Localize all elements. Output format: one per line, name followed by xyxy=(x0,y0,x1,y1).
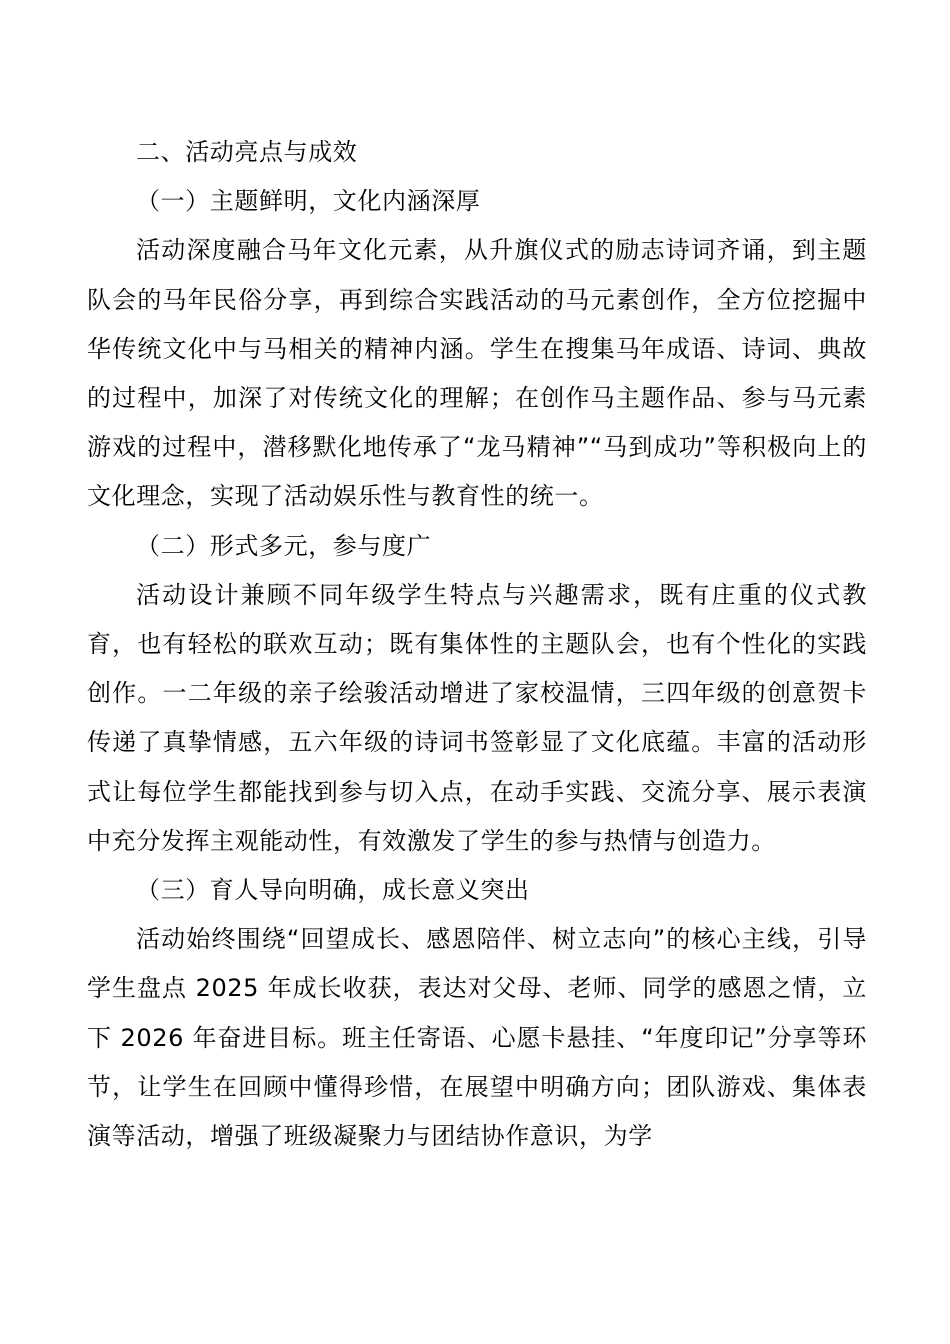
document-body xyxy=(87,128,867,1161)
subsection-paragraph-3: 活动始终围绕“回望成长、感恩陪伴、树立志向”的核心主线，引导学生盘点 2025 年成长收获，表达对父母、老师、同学的感恩之情，立下 2026 年奋进目标。班主任寄语、心愿卡悬挂、“年度印记”分享等环节，让学生在回顾中懂得珍惜，在展望中明确方向；团队游戏、集体表演等活动，增强了班级凝聚力与团结协作意识，为学 xyxy=(87,925,867,1151)
subsection-heading-1: （一）主题鲜明，文化内涵深厚 xyxy=(136,187,481,216)
subsection-paragraph-1: 活动深度融合马年文化元素，从升旗仪式的励志诗词齐诵，到主题队会的马年民俗分享，再到综合实践活动的马元素创作，全方位挖掘中华传统文化中与马相关的精神内涵。学生在搜集马年成语、诗词、典故的过程中，加深了对传统文化的理解；在创作马主题作品、参与马元素游戏的过程中，潜移默化地传承了“龙马精神”“马到成功”等积极向上的文化理念，实现了活动娱乐性与教育性的统一。 xyxy=(87,236,867,511)
section-heading: 二、活动亮点与成效 xyxy=(136,138,358,166)
subsection-paragraph-2: 活动设计兼顾不同年级学生特点与兴趣需求，既有庄重的仪式教育，也有轻松的联欢互动；既有集体性的主题队会，也有个性化的实践创作。一二年级的亲子绘骏活动增进了家校温情，三四年级的创意贺卡传递了真挚情感，五六年级的诗词书签彰显了文化底蕴。丰富的活动形式让每位学生都能找到参与切入点，在动手实践、交流分享、展示表演中充分发挥主观能动性，有效激发了学生的参与热情与创造力。 xyxy=(87,580,867,855)
subsection-heading-3: （三）育人导向明确，成长意义突出 xyxy=(136,876,530,905)
subsection-heading-2: （二）形式多元，参与度广 xyxy=(136,531,432,560)
